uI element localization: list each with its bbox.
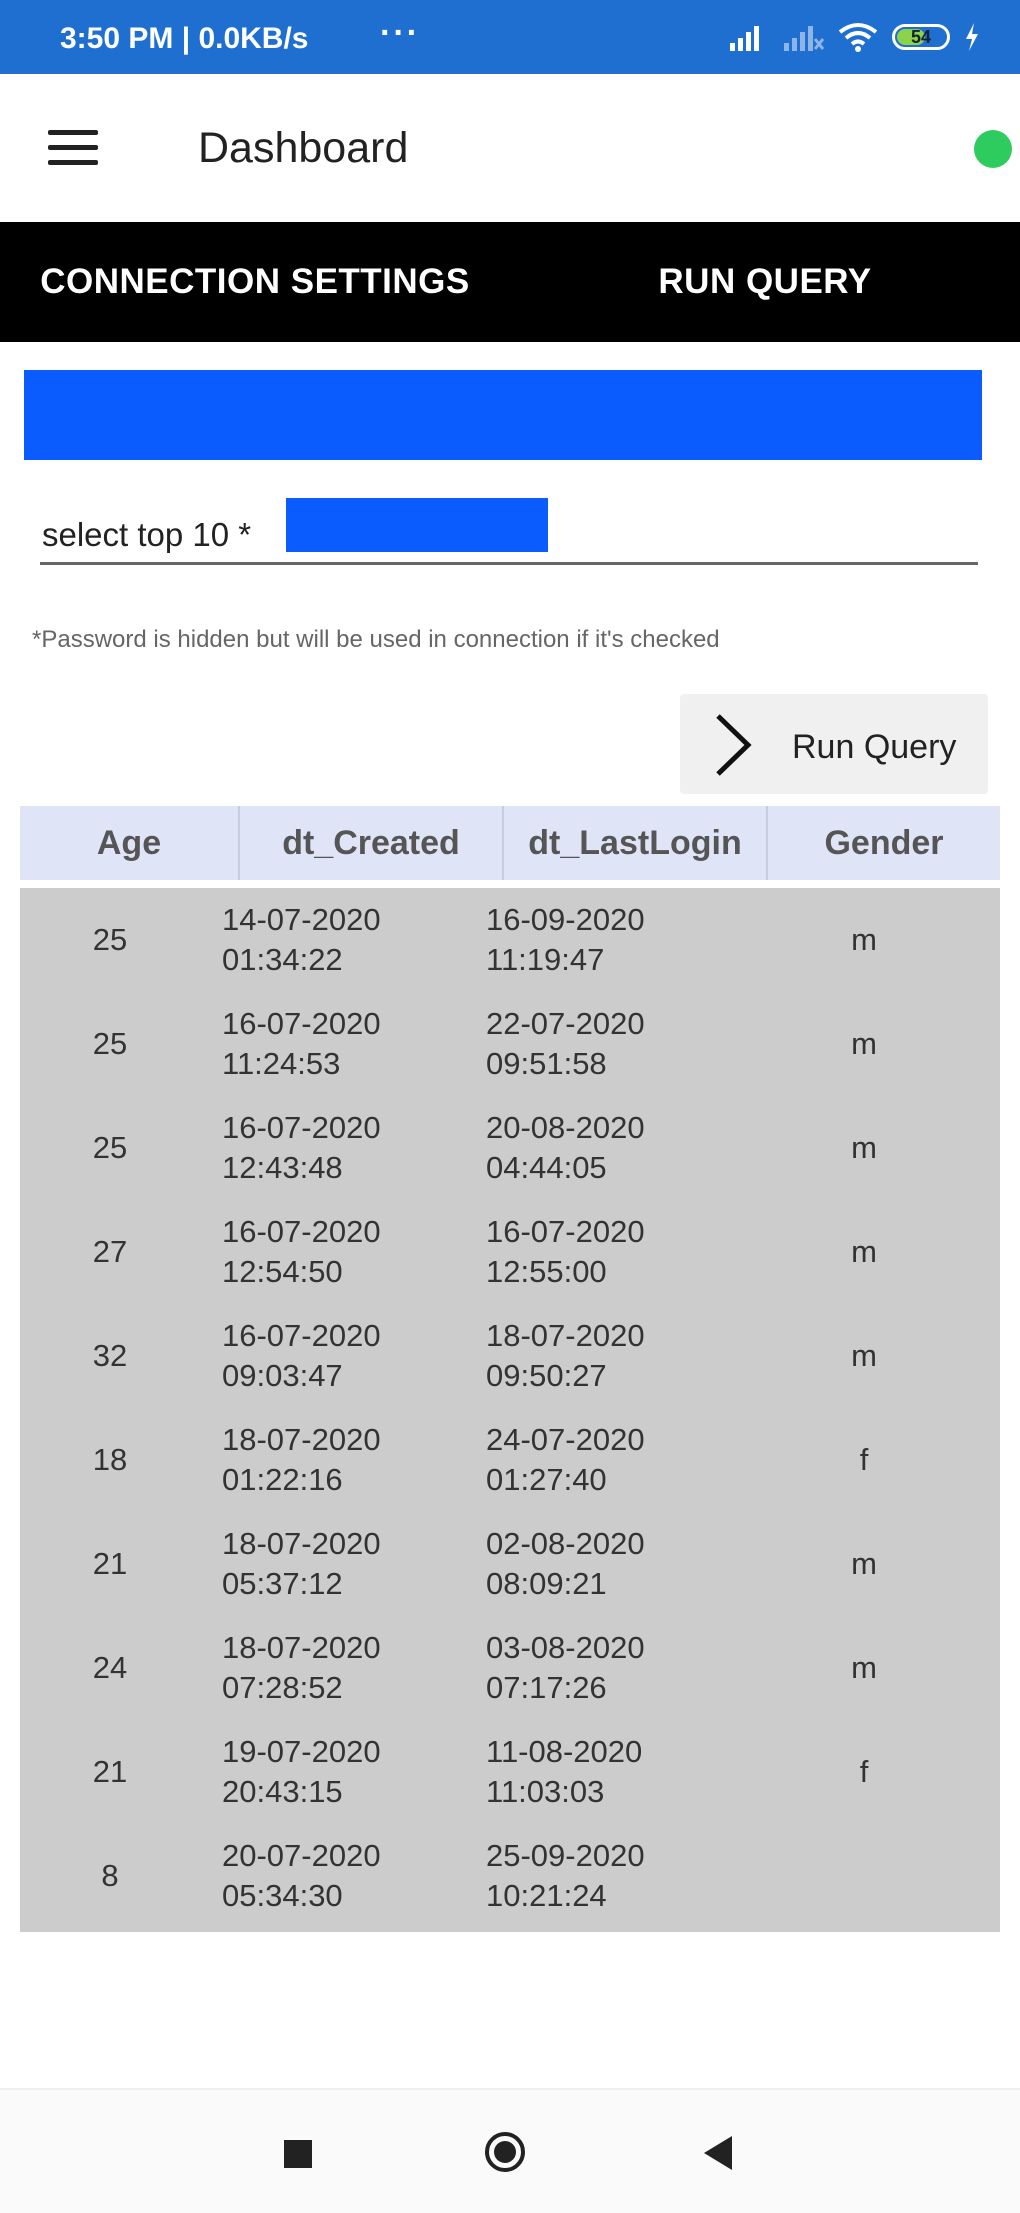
cell-age: 21 [92, 1754, 128, 1789]
battery-level: 54 [910, 26, 932, 47]
cell-created-date: 18-07-2020 [222, 1422, 381, 1457]
query-text: select top 10 * [42, 516, 252, 553]
cell-age: 27 [92, 1234, 128, 1269]
password-note: *Password is hidden but will be used in connection if it's checked [32, 626, 720, 653]
cell-login-time: 09:51:58 [486, 1046, 607, 1081]
cell-created-date: 20-07-2020 [222, 1838, 381, 1873]
cell-login-time: 01:27:40 [486, 1462, 607, 1497]
table-row[interactable] [20, 1824, 1000, 1928]
cell-age: 25 [92, 922, 128, 957]
cell-dt-created [200, 1304, 464, 1408]
table-row[interactable] [20, 1512, 1000, 1616]
cell-login-date: 16-07-2020 [486, 1214, 645, 1249]
table-header [20, 806, 1000, 880]
status-icons [728, 16, 980, 58]
cell-dt-lastlogin [464, 992, 728, 1096]
cell-age: 18 [92, 1442, 128, 1477]
cell-gender: m [851, 1234, 877, 1269]
cell-login-date: 03-08-2020 [486, 1630, 645, 1665]
cell-created-date: 18-07-2020 [222, 1526, 381, 1561]
cell-login-time: 04:44:05 [486, 1150, 607, 1185]
results-table [20, 806, 1000, 1932]
cell-created-time: 12:54:50 [222, 1254, 343, 1289]
tab-connection-settings[interactable]: CONNECTION SETTINGS [40, 262, 470, 301]
cell-login-time: 11:03:03 [486, 1774, 605, 1809]
cell-login-date: 24-07-2020 [486, 1422, 645, 1457]
column-header-age[interactable]: Age [20, 806, 240, 880]
redacted-table-name [286, 498, 548, 552]
cell-gender: m [851, 1026, 877, 1061]
table-row[interactable] [20, 1200, 1000, 1304]
cell-dt-created [200, 1720, 464, 1824]
cell-dt-created [200, 1096, 464, 1200]
battery-icon [892, 24, 950, 50]
cell-login-date: 02-08-2020 [486, 1526, 645, 1561]
cell-login-date: 22-07-2020 [486, 1006, 645, 1041]
wifi-icon [838, 22, 878, 52]
cell-login-date: 16-09-2020 [486, 902, 645, 937]
chevron-right-icon [710, 712, 754, 778]
cell-gender: m [851, 922, 877, 957]
cell-age: 25 [92, 1130, 128, 1165]
table-row[interactable] [20, 1096, 1000, 1200]
cell-gender: f [859, 1754, 869, 1789]
tab-run-query[interactable]: RUN QUERY [658, 262, 872, 301]
cell-gender [728, 1824, 1000, 1928]
cell-age: 21 [92, 1546, 128, 1581]
cell-login-time: 07:17:26 [486, 1670, 607, 1705]
status-time: 3:50 PM | 0.0KB/s [60, 22, 309, 55]
cell-created-date: 14-07-2020 [222, 902, 381, 937]
cell-created-time: 01:22:16 [222, 1462, 343, 1497]
cell-created-time: 20:43:15 [222, 1774, 343, 1809]
table-row[interactable] [20, 1408, 1000, 1512]
connection-status-indicator [974, 130, 1012, 168]
cell-created-time: 05:34:30 [222, 1878, 343, 1913]
run-query-label: Run Query [792, 728, 957, 766]
system-nav-bar [0, 2088, 1020, 2213]
back-icon[interactable] [702, 2134, 734, 2172]
cell-age: 32 [92, 1338, 128, 1373]
cell-login-time: 10:21:24 [486, 1878, 607, 1913]
cell-created-date: 18-07-2020 [222, 1630, 381, 1665]
cell-gender: m [851, 1546, 877, 1581]
tab-bar [0, 222, 1020, 342]
table-row[interactable] [20, 1720, 1000, 1824]
cell-login-time: 11:19:47 [486, 942, 605, 977]
cell-created-date: 16-07-2020 [222, 1214, 381, 1249]
cell-age: 24 [92, 1650, 128, 1685]
cell-gender: f [859, 1442, 869, 1477]
cell-dt-lastlogin [464, 1512, 728, 1616]
cell-age: 8 [101, 1858, 119, 1893]
cell-gender: m [851, 1130, 877, 1165]
cell-dt-lastlogin [464, 1616, 728, 1720]
cell-created-date: 16-07-2020 [222, 1318, 381, 1353]
cell-created-time: 11:24:53 [222, 1046, 341, 1081]
app-bar [0, 74, 1020, 222]
cell-age: 25 [92, 1026, 128, 1061]
column-header-gender[interactable]: Gender [824, 823, 944, 862]
cell-dt-created [200, 1200, 464, 1304]
cell-dt-lastlogin [464, 1720, 728, 1824]
cell-login-time: 08:09:21 [486, 1566, 607, 1601]
cell-dt-created [200, 1408, 464, 1512]
cell-dt-created [200, 992, 464, 1096]
signal-icon [728, 23, 768, 51]
cell-created-date: 16-07-2020 [222, 1110, 381, 1145]
table-row[interactable] [20, 1616, 1000, 1720]
query-input[interactable] [40, 498, 978, 565]
table-body [20, 888, 1000, 1932]
page-title: Dashboard [198, 124, 409, 172]
recents-icon[interactable] [284, 2140, 312, 2168]
cell-dt-lastlogin [464, 1824, 728, 1928]
cell-dt-created [200, 1512, 464, 1616]
cell-login-date: 18-07-2020 [486, 1318, 645, 1353]
cell-dt-created [200, 1824, 464, 1928]
cell-created-time: 05:37:12 [222, 1566, 343, 1601]
cell-dt-created [200, 888, 464, 992]
cell-dt-lastlogin [464, 888, 728, 992]
cell-dt-lastlogin [464, 1304, 728, 1408]
home-icon[interactable] [485, 2132, 525, 2172]
cell-created-date: 16-07-2020 [222, 1006, 381, 1041]
cell-dt-lastlogin [464, 1096, 728, 1200]
cell-login-time: 09:50:27 [486, 1358, 607, 1393]
table-row[interactable] [20, 992, 1000, 1096]
cell-created-time: 12:43:48 [222, 1150, 343, 1185]
column-header-dt-created[interactable]: dt_Created [240, 806, 504, 880]
cell-gender: m [851, 1338, 877, 1373]
cell-login-date: 25-09-2020 [486, 1838, 645, 1873]
overflow-dots-icon: ··· [380, 14, 420, 52]
cell-created-date: 19-07-2020 [222, 1734, 381, 1769]
cell-created-time: 09:03:47 [222, 1358, 343, 1393]
cell-dt-created [200, 1616, 464, 1720]
cell-dt-lastlogin [464, 1200, 728, 1304]
cell-login-time: 12:55:00 [486, 1254, 607, 1289]
status-bar [0, 0, 1020, 74]
redacted-connection-field [24, 370, 982, 460]
cell-created-time: 07:28:52 [222, 1670, 343, 1705]
cell-gender: m [851, 1650, 877, 1685]
signal-no-service-icon [782, 23, 824, 51]
cell-login-date: 20-08-2020 [486, 1110, 645, 1145]
cell-created-time: 01:34:22 [222, 942, 343, 977]
table-row[interactable] [20, 1304, 1000, 1408]
table-row[interactable] [20, 888, 1000, 992]
run-query-button[interactable] [680, 694, 988, 794]
charging-icon [964, 23, 980, 51]
cell-login-date: 11-08-2020 [486, 1734, 643, 1769]
cell-dt-lastlogin [464, 1408, 728, 1512]
menu-icon[interactable] [48, 130, 98, 166]
column-header-dt-lastlogin[interactable]: dt_LastLogin [504, 806, 768, 880]
